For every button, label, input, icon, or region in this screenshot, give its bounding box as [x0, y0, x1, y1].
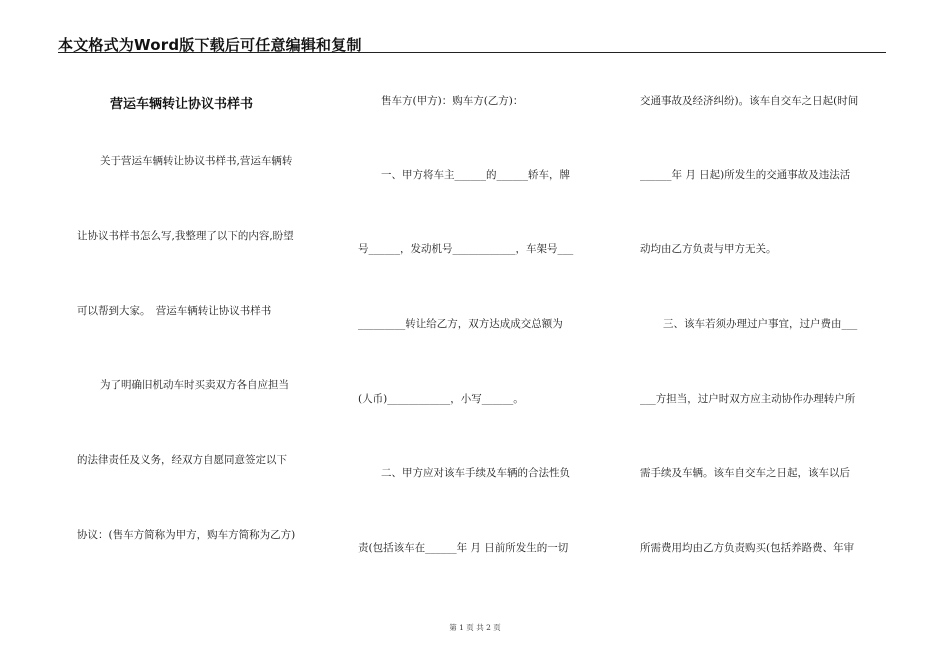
col3-line: 交通事故及经济纠纷)。该车自交车之日起(时间 — [640, 95, 859, 107]
col1-line: 的法律责任及义务，经双方自愿同意签定以下 — [77, 454, 287, 466]
col2-line: 一、甲方将车主______的______轿车，牌 — [381, 169, 570, 181]
col3-line: ___方担当，过户时双方应主动协作办理转户所 — [640, 393, 856, 405]
col3-line: 需手续及车辆。该车自交车之日起，该车以后 — [640, 467, 850, 479]
col1-line: 让协议书样书怎么写,我整理了以下的内容,盼望 — [77, 230, 294, 242]
col3-line: 所需费用均由乙方负责购买(包括养路费、年审 — [640, 542, 855, 554]
col3-line: ______年 月 日起)所发生的交通事故及违法活 — [640, 169, 851, 181]
col2-line: _________转让给乙方，双方达成成交总额为 — [358, 318, 563, 330]
col1-line: 为了明确旧机动车时买卖双方各自应担当 — [100, 379, 289, 391]
header-divider — [58, 52, 886, 53]
col2-line: (人币)____________，小写______。 — [358, 393, 524, 405]
col2-line: 二、甲方应对该车手续及车辆的合法性负 — [381, 467, 570, 479]
col2-line: 号______，发动机号____________，车架号___ — [358, 243, 574, 255]
col3-line: 三、该车若须办理过户事宜，过户费由___ — [663, 318, 858, 330]
col3-line: 动均由乙方负责与甲方无关。 — [640, 243, 777, 255]
col1-line: 可以帮到大家。 营运车辆转让协议书样书 — [77, 305, 272, 317]
col2-line: 责(包括该车在______年 月 日前所发生的一切 — [358, 542, 569, 554]
download-banner: 本文格式为Word版下载后可任意编辑和复制 — [58, 36, 362, 54]
col2-line: 售车方(甲方)：购车方(乙方)： — [381, 95, 524, 107]
page-number: 第 1 页 共 2 页 — [449, 623, 501, 632]
col1-line: 关于营运车辆转让协议书样书,营运车辆转 — [100, 155, 293, 167]
col1-line: 协议：(售车方简称为甲方，购车方简称为乙方) — [77, 529, 296, 541]
document-title: 营运车辆转让协议书样书 — [110, 97, 254, 112]
